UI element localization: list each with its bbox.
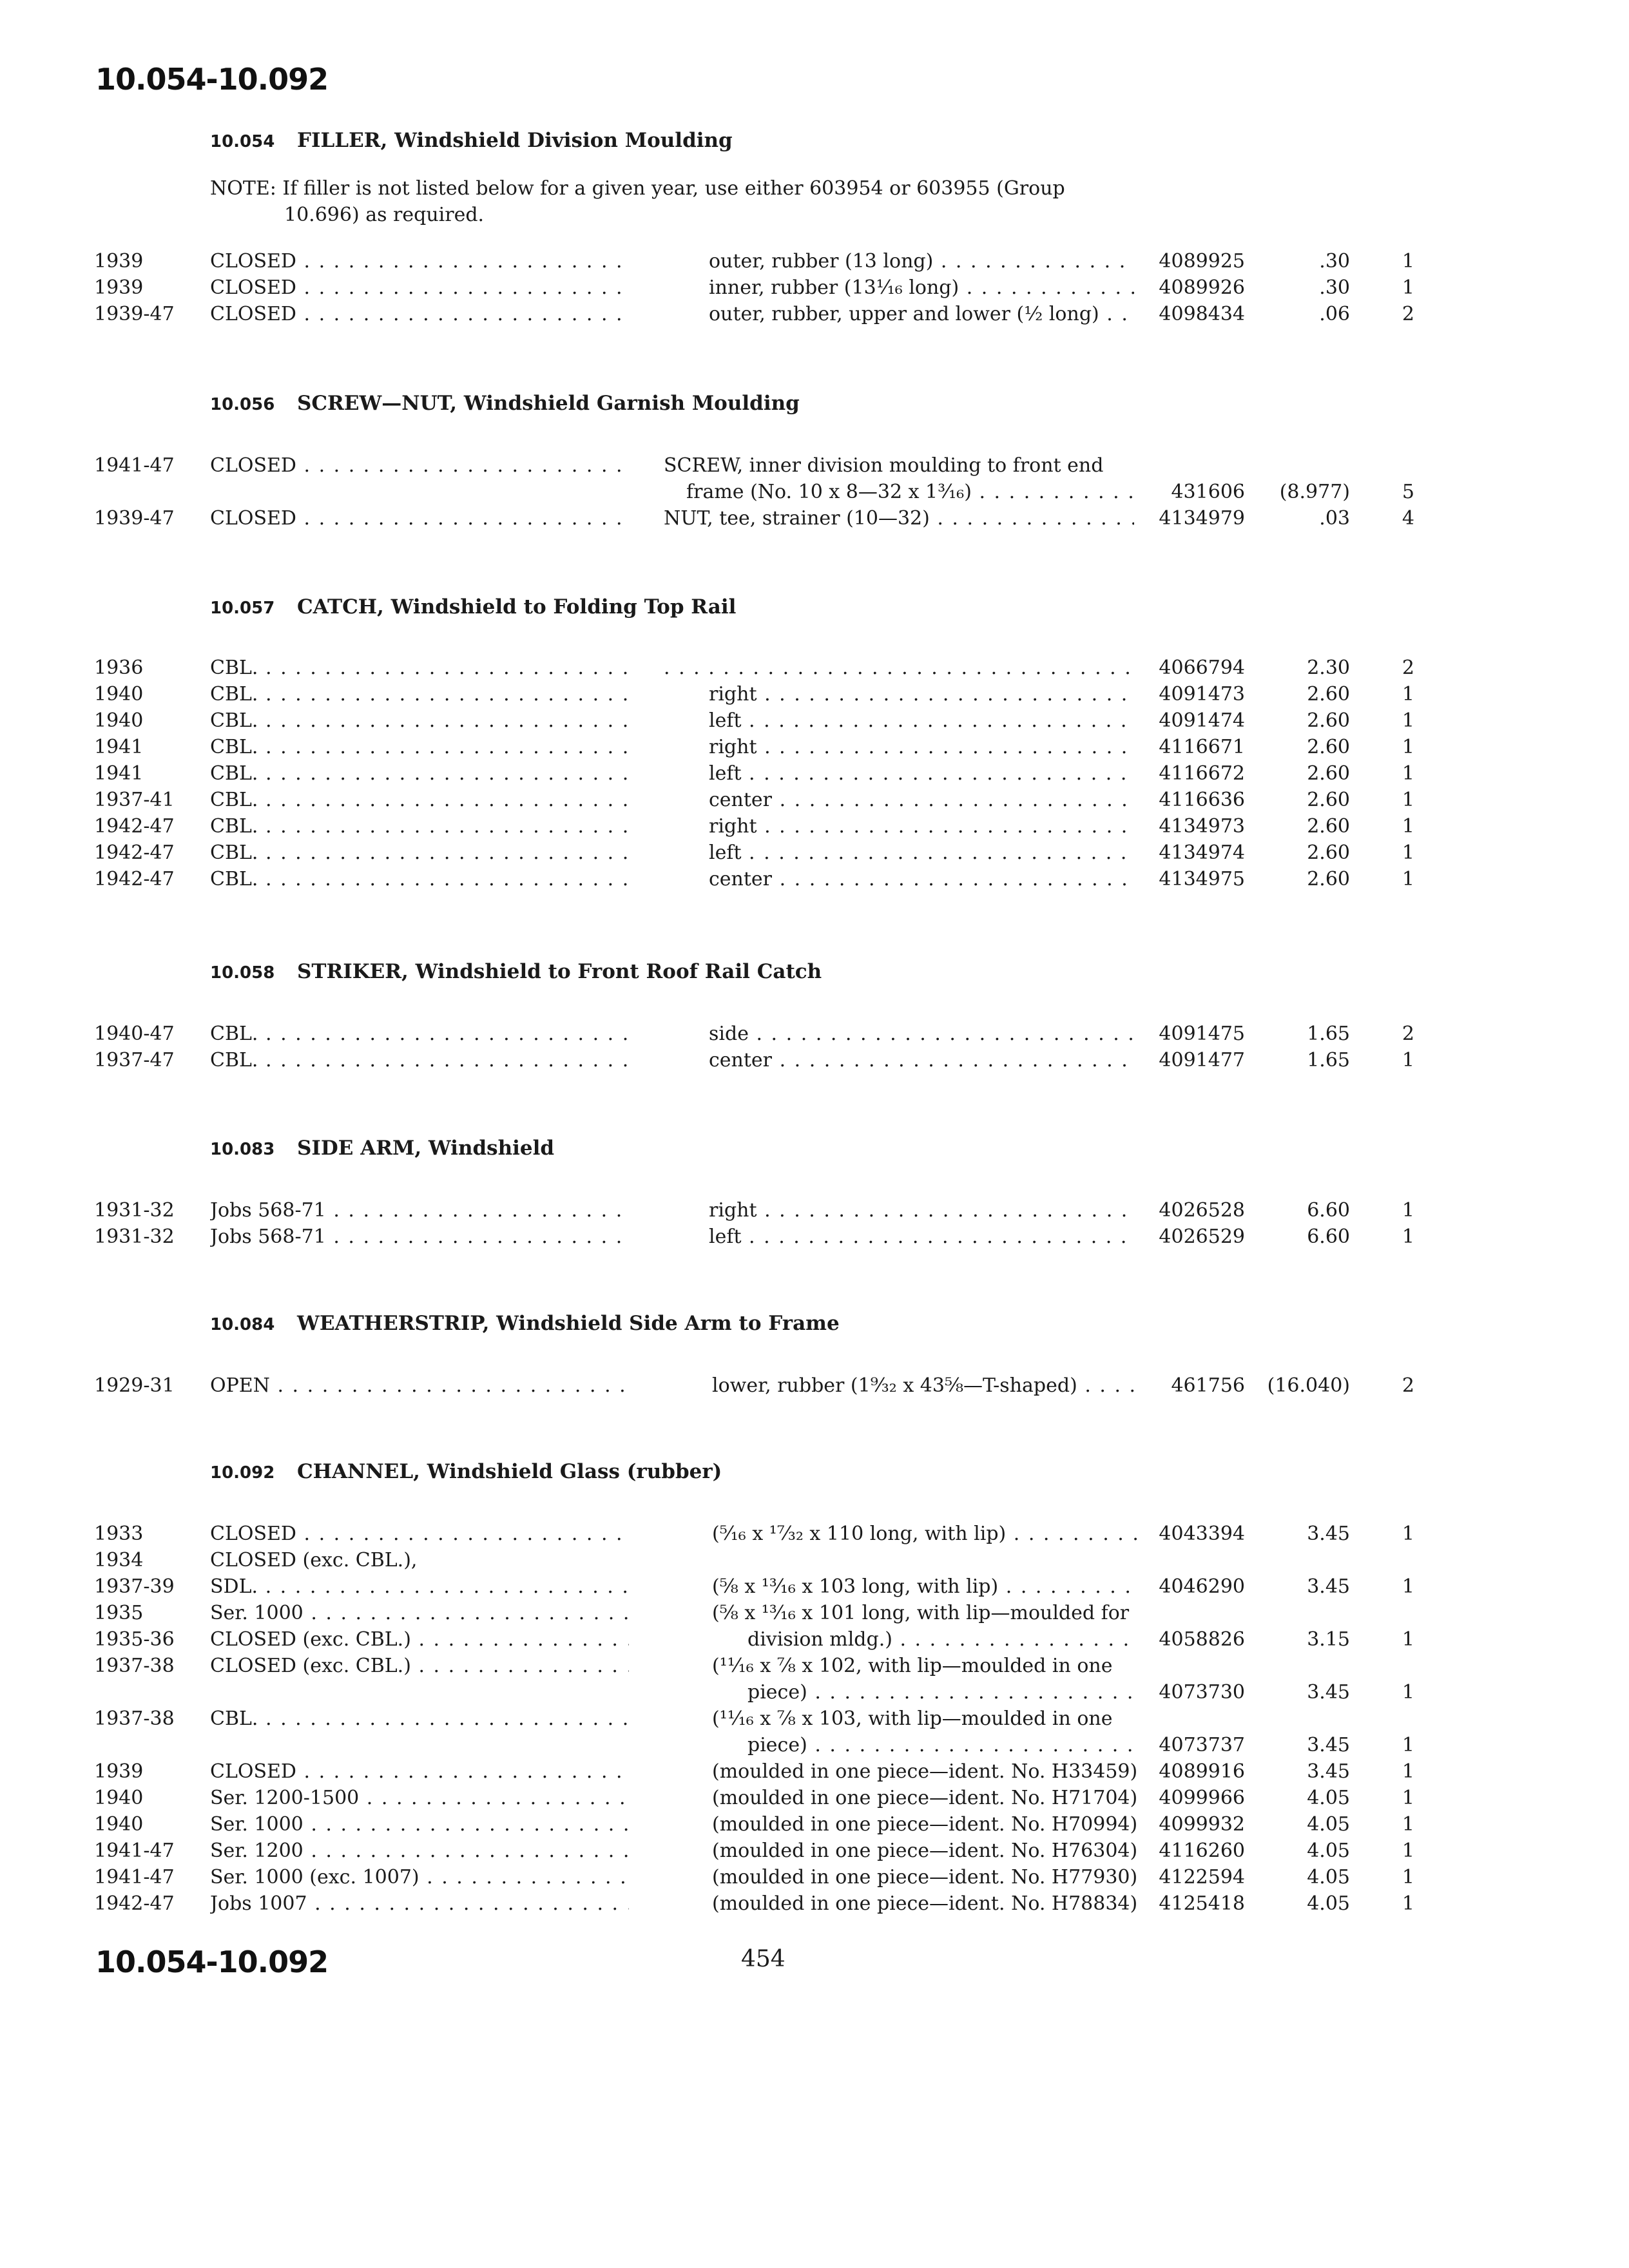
description-cell: (moulded in one piece—ident. No. H77930) <box>712 1866 1137 1888</box>
description-cell: (moulded in one piece—ident. No. H76304) <box>712 1840 1137 1862</box>
description-cell: (¹¹⁄₁₆ x ⅞ x 103, with lip—moulded in one <box>712 1707 1113 1730</box>
section-number: 10.084 <box>210 1315 275 1334</box>
quantity-cell: 1 <box>1402 1866 1414 1888</box>
year-cell: 1935-36 <box>94 1628 175 1651</box>
year-cell: 1941 <box>94 736 144 758</box>
model-cell: CLOSED (exc. CBL.) . . . <box>210 1653 629 1679</box>
year-cell: 1942-47 <box>94 868 175 890</box>
price-cell: 2.60 <box>1307 868 1350 890</box>
model-cell: CBL. . . . <box>210 813 629 840</box>
section-title <box>210 595 736 619</box>
quantity-cell: 1 <box>1402 1787 1414 1809</box>
quantity-cell: 1 <box>1402 1760 1414 1783</box>
model-cell: CBL. . . . <box>210 866 629 892</box>
price-cell: 3.45 <box>1307 1523 1350 1545</box>
part-number-cell: 4073730 <box>1159 1681 1245 1704</box>
model-cell: Jobs 568-71 . . . <box>210 1224 629 1250</box>
part-number-cell: 4125418 <box>1159 1892 1245 1915</box>
quantity-cell: 5 <box>1402 481 1414 503</box>
price-cell: 4.05 <box>1307 1787 1350 1809</box>
quantity-cell: 1 <box>1402 1681 1414 1704</box>
part-number-cell: 4099932 <box>1159 1813 1245 1836</box>
description-cell: (moulded in one piece—ident. No. H33459) <box>712 1760 1137 1783</box>
description-cell: right . . . <box>709 813 1134 840</box>
part-number-cell: 431606 <box>1171 481 1245 503</box>
section-name: SCREW—NUT, Windshield Garnish Moulding <box>297 392 800 415</box>
year-cell: 1940 <box>94 1813 144 1836</box>
section-name: STRIKER, Windshield to Front Roof Rail Catch <box>297 960 822 983</box>
year-cell: 1942-47 <box>94 841 175 864</box>
section-title <box>210 129 733 152</box>
model-cell: Ser. 1000 (exc. 1007) . . . <box>210 1864 629 1890</box>
part-number-cell: 4134974 <box>1159 841 1245 864</box>
section-title <box>210 1137 554 1160</box>
model-cell: CLOSED . . . <box>210 248 629 274</box>
description-cell: left . . . <box>709 707 1134 734</box>
part-number-cell: 4091473 <box>1159 683 1245 706</box>
year-cell: 1937-38 <box>94 1655 175 1677</box>
description-cell: right . . . <box>709 734 1134 760</box>
description-cell: lower, rubber (1⁹⁄₃₂ x 43⅝—T-shaped) . . . <box>712 1372 1137 1399</box>
model-cell: CLOSED (exc. CBL.), <box>210 1549 418 1571</box>
quantity-cell: 2 <box>1402 657 1414 679</box>
description-cell: right . . . <box>709 1197 1134 1224</box>
price-cell: 2.60 <box>1307 815 1350 838</box>
price-cell: 2.60 <box>1307 762 1350 785</box>
part-number-cell: 4089926 <box>1159 276 1245 299</box>
part-number-cell: 4091474 <box>1159 709 1245 732</box>
year-cell: 1931-32 <box>94 1225 175 1248</box>
quantity-cell: 1 <box>1402 276 1414 299</box>
description-cell: left . . . <box>709 1224 1134 1250</box>
part-number-cell: 4091475 <box>1159 1023 1245 1045</box>
year-cell: 1940 <box>94 683 144 706</box>
year-cell: 1941-47 <box>94 1840 175 1862</box>
year-cell: 1939 <box>94 276 144 299</box>
year-cell: 1939 <box>94 250 144 273</box>
price-cell: (8.977) <box>1279 481 1350 503</box>
price-cell: (16.040) <box>1267 1374 1350 1397</box>
part-number-cell: 4134979 <box>1159 507 1245 530</box>
section-number: 10.054 <box>210 132 275 151</box>
model-cell: OPEN . . . <box>210 1372 629 1399</box>
description-cell: left . . . <box>709 760 1134 787</box>
description-cont-cell: piece) . . . <box>747 1679 1134 1706</box>
model-cell: Ser. 1000 . . . <box>210 1811 629 1838</box>
quantity-cell: 1 <box>1402 709 1414 732</box>
price-cell: 2.60 <box>1307 709 1350 732</box>
year-cell: 1939 <box>94 1760 144 1783</box>
page-range-footer: 10.054-10.092 <box>95 1945 329 1979</box>
quantity-cell: 1 <box>1402 1628 1414 1651</box>
part-number-cell: 4043394 <box>1159 1523 1245 1545</box>
section-title <box>210 1312 840 1335</box>
year-cell: 1936 <box>94 657 144 679</box>
section-number: 10.058 <box>210 963 275 983</box>
part-number-cell: 4134973 <box>1159 815 1245 838</box>
year-cell: 1935 <box>94 1602 144 1624</box>
quantity-cell: 1 <box>1402 683 1414 706</box>
price-cell: 2.60 <box>1307 736 1350 758</box>
section-note <box>210 175 1151 228</box>
model-cell: SDL. . . . <box>210 1573 629 1600</box>
section-title <box>210 392 800 415</box>
quantity-cell: 1 <box>1402 1225 1414 1248</box>
description-cell: left . . . <box>709 840 1134 866</box>
description-cell: (⁵⁄₁₆ x ¹⁷⁄₃₂ x 110 long, with lip) . . . <box>712 1521 1137 1547</box>
price-cell: .30 <box>1319 276 1350 299</box>
description-cont-cell: piece) . . . <box>747 1732 1134 1758</box>
description-cell: NUT, tee, strainer (10—32) . . . <box>664 505 1134 532</box>
description-cell: center . . . <box>709 866 1134 892</box>
part-number-cell: 4066794 <box>1159 657 1245 679</box>
model-cell: CBL. . . . <box>210 1047 629 1073</box>
model-cell: CLOSED . . . <box>210 301 629 327</box>
note-line: 10.696) as required. <box>284 204 485 226</box>
part-number-cell: 4091477 <box>1159 1049 1245 1072</box>
quantity-cell: 1 <box>1402 1575 1414 1598</box>
quantity-cell: 1 <box>1402 789 1414 811</box>
quantity-cell: 1 <box>1402 1892 1414 1915</box>
quantity-cell: 1 <box>1402 1199 1414 1222</box>
section-name: FILLER, Windshield Division Moulding <box>297 129 733 152</box>
quantity-cell: 1 <box>1402 841 1414 864</box>
year-cell: 1933 <box>94 1523 144 1545</box>
year-cell: 1942-47 <box>94 815 175 838</box>
part-number-cell: 4116672 <box>1159 762 1245 785</box>
model-cell: CLOSED . . . <box>210 274 629 301</box>
price-cell: 2.60 <box>1307 841 1350 864</box>
part-number-cell: 4098434 <box>1159 303 1245 325</box>
model-cell: CBL. . . . <box>210 707 629 734</box>
year-cell: 1940 <box>94 1787 144 1809</box>
section-number: 10.092 <box>210 1463 275 1483</box>
year-cell: 1942-47 <box>94 1892 175 1915</box>
description-cell: right . . . <box>709 681 1134 707</box>
model-cell: Ser. 1000 . . . <box>210 1600 629 1626</box>
part-number-cell: 4116671 <box>1159 736 1245 758</box>
price-cell: .03 <box>1319 507 1350 530</box>
quantity-cell: 1 <box>1402 736 1414 758</box>
quantity-cell: 2 <box>1402 1374 1414 1397</box>
year-cell: 1939-47 <box>94 507 175 530</box>
quantity-cell: 1 <box>1402 762 1414 785</box>
quantity-cell: 1 <box>1402 250 1414 273</box>
model-cell: CLOSED . . . <box>210 1521 629 1547</box>
year-cell: 1937-38 <box>94 1707 175 1730</box>
model-cell: Ser. 1200-1500 . . . <box>210 1785 629 1811</box>
part-number-cell: 4116636 <box>1159 789 1245 811</box>
quantity-cell: 1 <box>1402 1523 1414 1545</box>
year-cell: 1934 <box>94 1549 144 1571</box>
part-number-cell: 4026528 <box>1159 1199 1245 1222</box>
part-number-cell: 4026529 <box>1159 1225 1245 1248</box>
model-cell: CLOSED (exc. CBL.) . . . <box>210 1626 629 1653</box>
price-cell: 4.05 <box>1307 1866 1350 1888</box>
year-cell: 1939-47 <box>94 303 175 325</box>
description-cell: inner, rubber (13¹⁄₁₆ long) . . . <box>709 274 1134 301</box>
description-cell: (⅝ x ¹³⁄₁₆ x 101 long, with lip—moulded for <box>712 1602 1130 1624</box>
model-cell: CBL. . . . <box>210 840 629 866</box>
price-cell: 6.60 <box>1307 1199 1350 1222</box>
model-cell: CBL. . . . <box>210 1021 629 1047</box>
part-number-cell: 4046290 <box>1159 1575 1245 1598</box>
description-cont-cell: frame (No. 10 x 8—32 x 1³⁄₁₆) . . . <box>686 479 1134 505</box>
quantity-cell: 1 <box>1402 868 1414 890</box>
price-cell: 1.65 <box>1307 1023 1350 1045</box>
quantity-cell: 2 <box>1402 1023 1414 1045</box>
description-cell: division mldg.) . . . <box>747 1626 1134 1653</box>
model-cell: CLOSED . . . <box>210 505 622 532</box>
part-number-cell: 4099966 <box>1159 1787 1245 1809</box>
quantity-cell: 1 <box>1402 1049 1414 1072</box>
price-cell: 3.45 <box>1307 1575 1350 1598</box>
description-cell: center . . . <box>709 787 1134 813</box>
part-number-cell: 4089925 <box>1159 250 1245 273</box>
model-cell: Jobs 1007 . . . <box>210 1890 629 1917</box>
part-number-cell: 4073737 <box>1159 1734 1245 1756</box>
model-cell: CBL. . . . <box>210 655 629 681</box>
price-cell: 6.60 <box>1307 1225 1350 1248</box>
year-cell: 1941 <box>94 762 144 785</box>
description-cell: SCREW, inner division moulding to front end <box>664 454 1104 477</box>
section-number: 10.057 <box>210 599 275 618</box>
model-cell: CBL. . . . <box>210 681 629 707</box>
price-cell: 3.45 <box>1307 1760 1350 1783</box>
price-cell: 4.05 <box>1307 1813 1350 1836</box>
section-name: WEATHERSTRIP, Windshield Side Arm to Frame <box>297 1312 840 1335</box>
year-cell: 1941-47 <box>94 454 175 477</box>
quantity-cell: 1 <box>1402 815 1414 838</box>
year-cell: 1941-47 <box>94 1866 175 1888</box>
section-title <box>210 1460 722 1483</box>
year-cell: 1931-32 <box>94 1199 175 1222</box>
quantity-cell: 1 <box>1402 1734 1414 1756</box>
part-number-cell: 4116260 <box>1159 1840 1245 1862</box>
page-number: 454 <box>741 1946 786 1972</box>
price-cell: 2.60 <box>1307 789 1350 811</box>
year-cell: 1940-47 <box>94 1023 175 1045</box>
year-cell: 1940 <box>94 709 144 732</box>
price-cell: 2.60 <box>1307 683 1350 706</box>
price-cell: 1.65 <box>1307 1049 1350 1072</box>
section-number: 10.083 <box>210 1140 275 1159</box>
page-range-header: 10.054-10.092 <box>95 62 329 97</box>
description-cell: (moulded in one piece—ident. No. H78834) <box>712 1892 1137 1915</box>
model-cell: CBL. . . . <box>210 734 629 760</box>
quantity-cell: 1 <box>1402 1840 1414 1862</box>
model-cell: CBL. . . . <box>210 760 629 787</box>
price-cell: 2.30 <box>1307 657 1350 679</box>
model-cell: Ser. 1200 . . . <box>210 1838 629 1864</box>
model-cell: Jobs 568-71 . . . <box>210 1197 629 1224</box>
model-cell: CBL. . . . <box>210 1706 629 1732</box>
price-cell: .06 <box>1319 303 1350 325</box>
section-name: CHANNEL, Windshield Glass (rubber) <box>297 1460 722 1483</box>
description-cell <box>664 655 1134 681</box>
description-cell: outer, rubber (13 long) . . . <box>709 248 1134 274</box>
price-cell: 3.45 <box>1307 1734 1350 1756</box>
description-cell: center . . . <box>709 1047 1134 1073</box>
quantity-cell: 1 <box>1402 1813 1414 1836</box>
part-number-cell: 4134975 <box>1159 868 1245 890</box>
part-number-cell: 4058826 <box>1159 1628 1245 1651</box>
model-cell: CLOSED . . . <box>210 452 622 479</box>
description-cell: (¹¹⁄₁₆ x ⅞ x 102, with lip—moulded in one <box>712 1655 1113 1677</box>
description-cell: (moulded in one piece—ident. No. H71704) <box>712 1787 1137 1809</box>
description-cell: outer, rubber, upper and lower (½ long) . . . <box>709 301 1134 327</box>
description-cell: side . . . <box>709 1021 1134 1047</box>
section-number: 10.056 <box>210 395 275 414</box>
price-cell: 4.05 <box>1307 1892 1350 1915</box>
price-cell: 4.05 <box>1307 1840 1350 1862</box>
note-line: NOTE: If filler is not listed below for a given year, use either 603954 or 603955 (Group <box>210 177 1065 200</box>
year-cell: 1937-39 <box>94 1575 175 1598</box>
part-number-cell: 4122594 <box>1159 1866 1245 1888</box>
price-cell: .30 <box>1319 250 1350 273</box>
section-name: SIDE ARM, Windshield <box>297 1137 555 1160</box>
year-cell: 1937-41 <box>94 789 175 811</box>
quantity-cell: 2 <box>1402 303 1414 325</box>
model-cell: CLOSED . . . <box>210 1758 629 1785</box>
price-cell: 3.15 <box>1307 1628 1350 1651</box>
price-cell: 3.45 <box>1307 1681 1350 1704</box>
year-cell: 1929-31 <box>94 1374 175 1397</box>
description-cell: (moulded in one piece—ident. No. H70994) <box>712 1813 1137 1836</box>
part-number-cell: 461756 <box>1171 1374 1245 1397</box>
part-number-cell: 4089916 <box>1159 1760 1245 1783</box>
section-title <box>210 960 822 983</box>
quantity-cell: 4 <box>1402 507 1414 530</box>
description-cell: (⅝ x ¹³⁄₁₆ x 103 long, with lip) . . . <box>712 1573 1137 1600</box>
year-cell: 1937-47 <box>94 1049 175 1072</box>
section-name: CATCH, Windshield to Folding Top Rail <box>297 595 737 619</box>
model-cell: CBL. . . . <box>210 787 629 813</box>
